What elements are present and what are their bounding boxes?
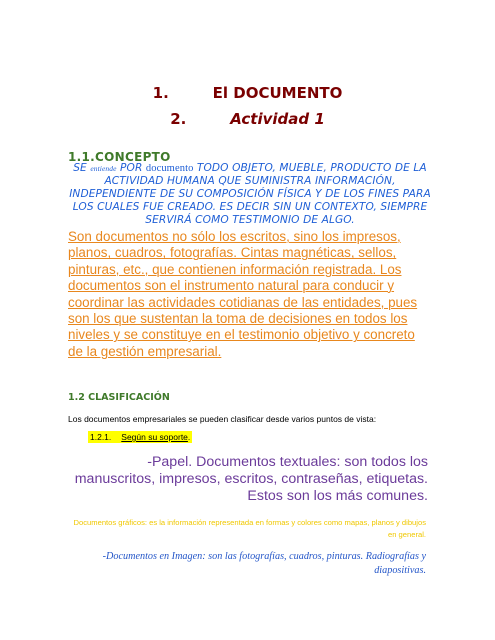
concepto-word-documento: documento <box>145 163 194 174</box>
clasificacion-heading: 1.2 CLASIFICACIÓN <box>68 392 170 403</box>
soporte-link[interactable]: Según su soporte <box>121 432 188 442</box>
concepto-paragraph <box>64 162 436 227</box>
title-1-number: 1. <box>152 84 169 102</box>
soporte-number: 1.2.1. <box>90 432 112 442</box>
concepto-rest: TODO OBJETO, MUEBLE, PRODUCTO DE LA ACTIVIDAD HUMANA QUE SUMINISTRA INFORMACIÓN, INDEPENDIENTE DE SU COMPOSICIÓN FÍSICA Y DE LOS FINES PARA LOS CUALES FUE CREADO. ES DECIR SIN UN CONTEXTO, SIEMPRE SERVIRÁ COMO TESTIMONIO DE ALGO. <box>69 162 431 226</box>
title-1-label: El DOCUMENTO <box>212 84 343 102</box>
title-line-1 <box>0 84 495 102</box>
concepto-heading: 1.1.CONCEPTO <box>68 150 171 164</box>
clasificacion-intro: Los documentos empresariales se pueden clasificar desde varios puntos de vista: <box>68 414 377 424</box>
title-2-number: 2. <box>170 110 187 128</box>
title-line-2 <box>0 110 495 128</box>
papel-paragraph: -Papel. Documentos textuales: son todos los manuscritos, impresos, escritos, contraseñas, etiquetas. Estos son los más comunes. <box>74 454 428 504</box>
graficos-paragraph: Documentos gráficos: es la información representada en formas y colores como mapas, planos y dibujos en general. <box>73 518 426 539</box>
soporte-period: . <box>187 432 191 442</box>
concepto-word-se: SE <box>73 162 87 174</box>
soporte-subitem <box>88 431 192 443</box>
imagen-paragraph: -Documentos en Imagen: son las fotografías, cuadros, pinturas. Radiografías y diapositivas. <box>102 551 426 576</box>
concepto-word-entiende: entiende <box>90 164 117 173</box>
title-2-label: Actividad 1 <box>230 110 325 128</box>
documentos-paragraph: Son documentos no sólo los escritos, sino los impresos, planos, cuadros, fotografías. Cintas magnéticas, sellos, pinturas, etc., que contienen información registrada. Los documentos son el instrumento natural para conducir y coordinar las actividades cotidianas de las entidades, pues son los que sustentan la toma de decisiones en todos los niveles y se constituye en el testimonio objetivo y concreto de la gestión empresarial. <box>68 229 418 359</box>
concepto-word-por: POR <box>120 162 143 174</box>
